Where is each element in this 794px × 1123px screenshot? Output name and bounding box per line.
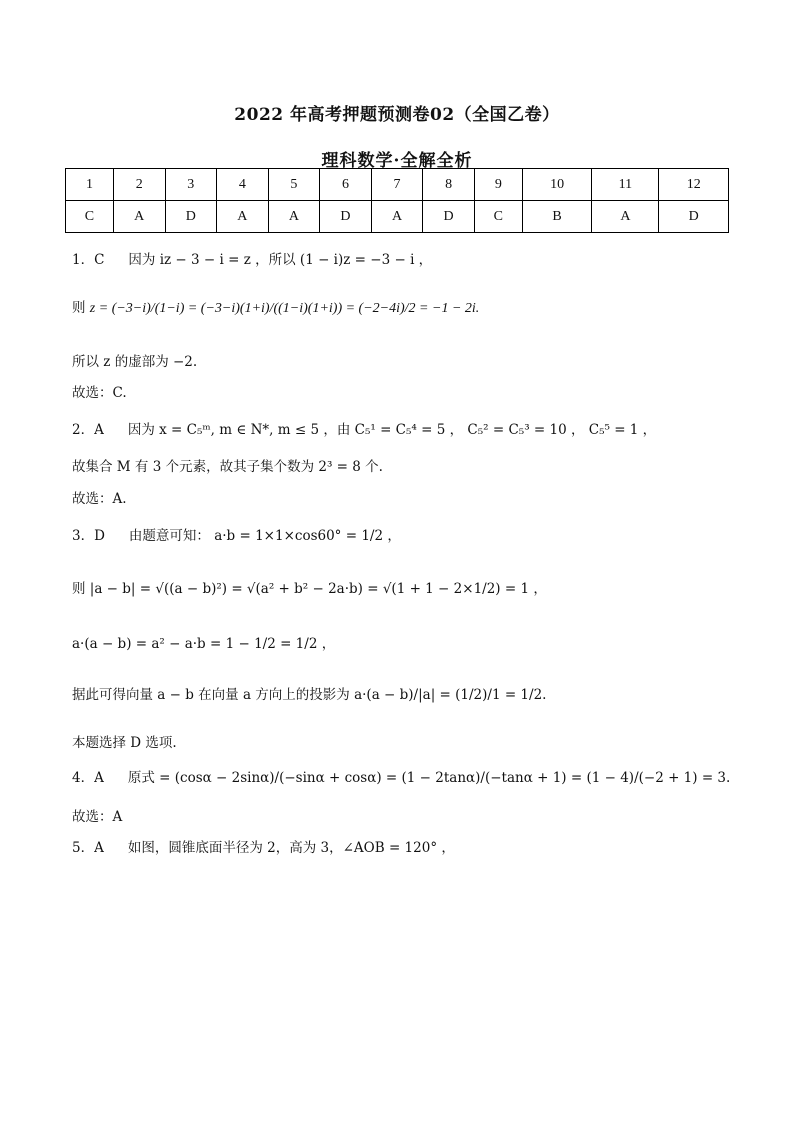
solution-2-line-3: 故选：A. xyxy=(72,491,127,507)
answer-letter: A xyxy=(268,201,320,233)
question-number: 6 xyxy=(320,169,372,201)
question-number: 1 xyxy=(66,169,114,201)
question-number: 10 xyxy=(522,169,592,201)
question-number: 12 xyxy=(659,169,729,201)
solution-1-line-1 xyxy=(72,248,432,268)
solution-1-line-3: 所以 z 的虚部为 −2. xyxy=(72,354,198,370)
answer-table-answer-row xyxy=(66,201,729,233)
answer-letter: A xyxy=(592,201,659,233)
answer-letter: D xyxy=(320,201,372,233)
solution-2-line-1 xyxy=(72,418,656,438)
question-number: 2 xyxy=(113,169,165,201)
solution-1-number: 1．C xyxy=(72,252,105,268)
solution-4-text: 原式 = (cosα − 2sinα)/(−sinα + cosα) = (1 − 2tanα)/(−tanα + 1) = (1 − 4)/(−2 + 1) = 3. xyxy=(127,770,731,786)
question-number: 5 xyxy=(268,169,320,201)
page-title: 2022 年高考押题预测卷02（全国乙卷） xyxy=(234,105,560,125)
question-number: 7 xyxy=(371,169,423,201)
solution-3-number: 3．D xyxy=(72,528,105,544)
solution-4-line-2: 故选：A xyxy=(72,809,123,825)
answer-letter: A xyxy=(371,201,423,233)
solution-2-number: 2．A xyxy=(72,422,104,438)
solution-3-text: 由题意可知： a·b = 1×1×cos60° = 1/2 ， xyxy=(128,528,401,544)
answer-letter: A xyxy=(113,201,165,233)
solution-3-line-4: 据此可得向量 a − b 在向量 a 方向上的投影为 a·(a − b)/|a| = (1/2)/1 = 1/2. xyxy=(72,687,547,703)
question-number: 3 xyxy=(165,169,217,201)
solution-5-number: 5．A xyxy=(72,840,104,856)
page-subtitle: 理科数学·全解全析 xyxy=(321,151,473,171)
solution-3-line-5: 本题选择 D 选项. xyxy=(72,735,177,751)
answer-letter: B xyxy=(522,201,592,233)
answer-letter: A xyxy=(217,201,269,233)
answer-table xyxy=(65,168,729,233)
solution-2-line-2: 故集合 M 有 3 个元素，故其子集个数为 2³ = 8 个. xyxy=(72,459,383,475)
solution-1-prefix: 则 xyxy=(72,300,86,316)
solution-1-line-2 xyxy=(72,296,479,317)
solution-5-text: 如图，圆锥底面半径为 2，高为 3，∠AOB = 120° ， xyxy=(127,840,455,856)
question-number: 8 xyxy=(423,169,475,201)
answer-letter: D xyxy=(423,201,475,233)
answer-letter: C xyxy=(474,201,522,233)
solution-1-line-4: 故选：C. xyxy=(72,385,127,401)
solution-4-line-1 xyxy=(72,766,730,786)
solution-2-text: 因为 x = C₅ᵐ, m ∈ N*, m ≤ 5 ，由 C₅¹ = C₅⁴ = 5 ， C₅² = C₅³ = 10 ， C₅⁵ = 1 ， xyxy=(127,422,657,438)
solution-5-line-1 xyxy=(72,836,455,856)
solution-1-formula: z = (−3−i)/(1−i) = (−3−i)(1+i)/((1−i)(1+i)) = (−2−4i)/2 = −1 − 2i. xyxy=(89,301,480,316)
solution-4-number: 4．A xyxy=(72,770,104,786)
solution-3-line-1 xyxy=(72,524,401,544)
solution-1-text: 因为 iz − 3 − i = z ，所以 (1 − i)z = −3 − i ， xyxy=(128,252,433,268)
question-number: 4 xyxy=(217,169,269,201)
answer-table-number-row xyxy=(66,169,729,201)
question-number: 9 xyxy=(474,169,522,201)
question-number: 11 xyxy=(592,169,659,201)
solution-3-line-3: a·(a − b) = a² − a·b = 1 − 1/2 = 1/2 ， xyxy=(72,636,336,652)
answer-letter: D xyxy=(165,201,217,233)
answer-letter: D xyxy=(659,201,729,233)
solution-3-line-2: 则 |a − b| = √((a − b)²) = √(a² + b² − 2a·b) = √(1 + 1 − 2×1/2) = 1 ， xyxy=(72,581,547,597)
answer-letter: C xyxy=(66,201,114,233)
